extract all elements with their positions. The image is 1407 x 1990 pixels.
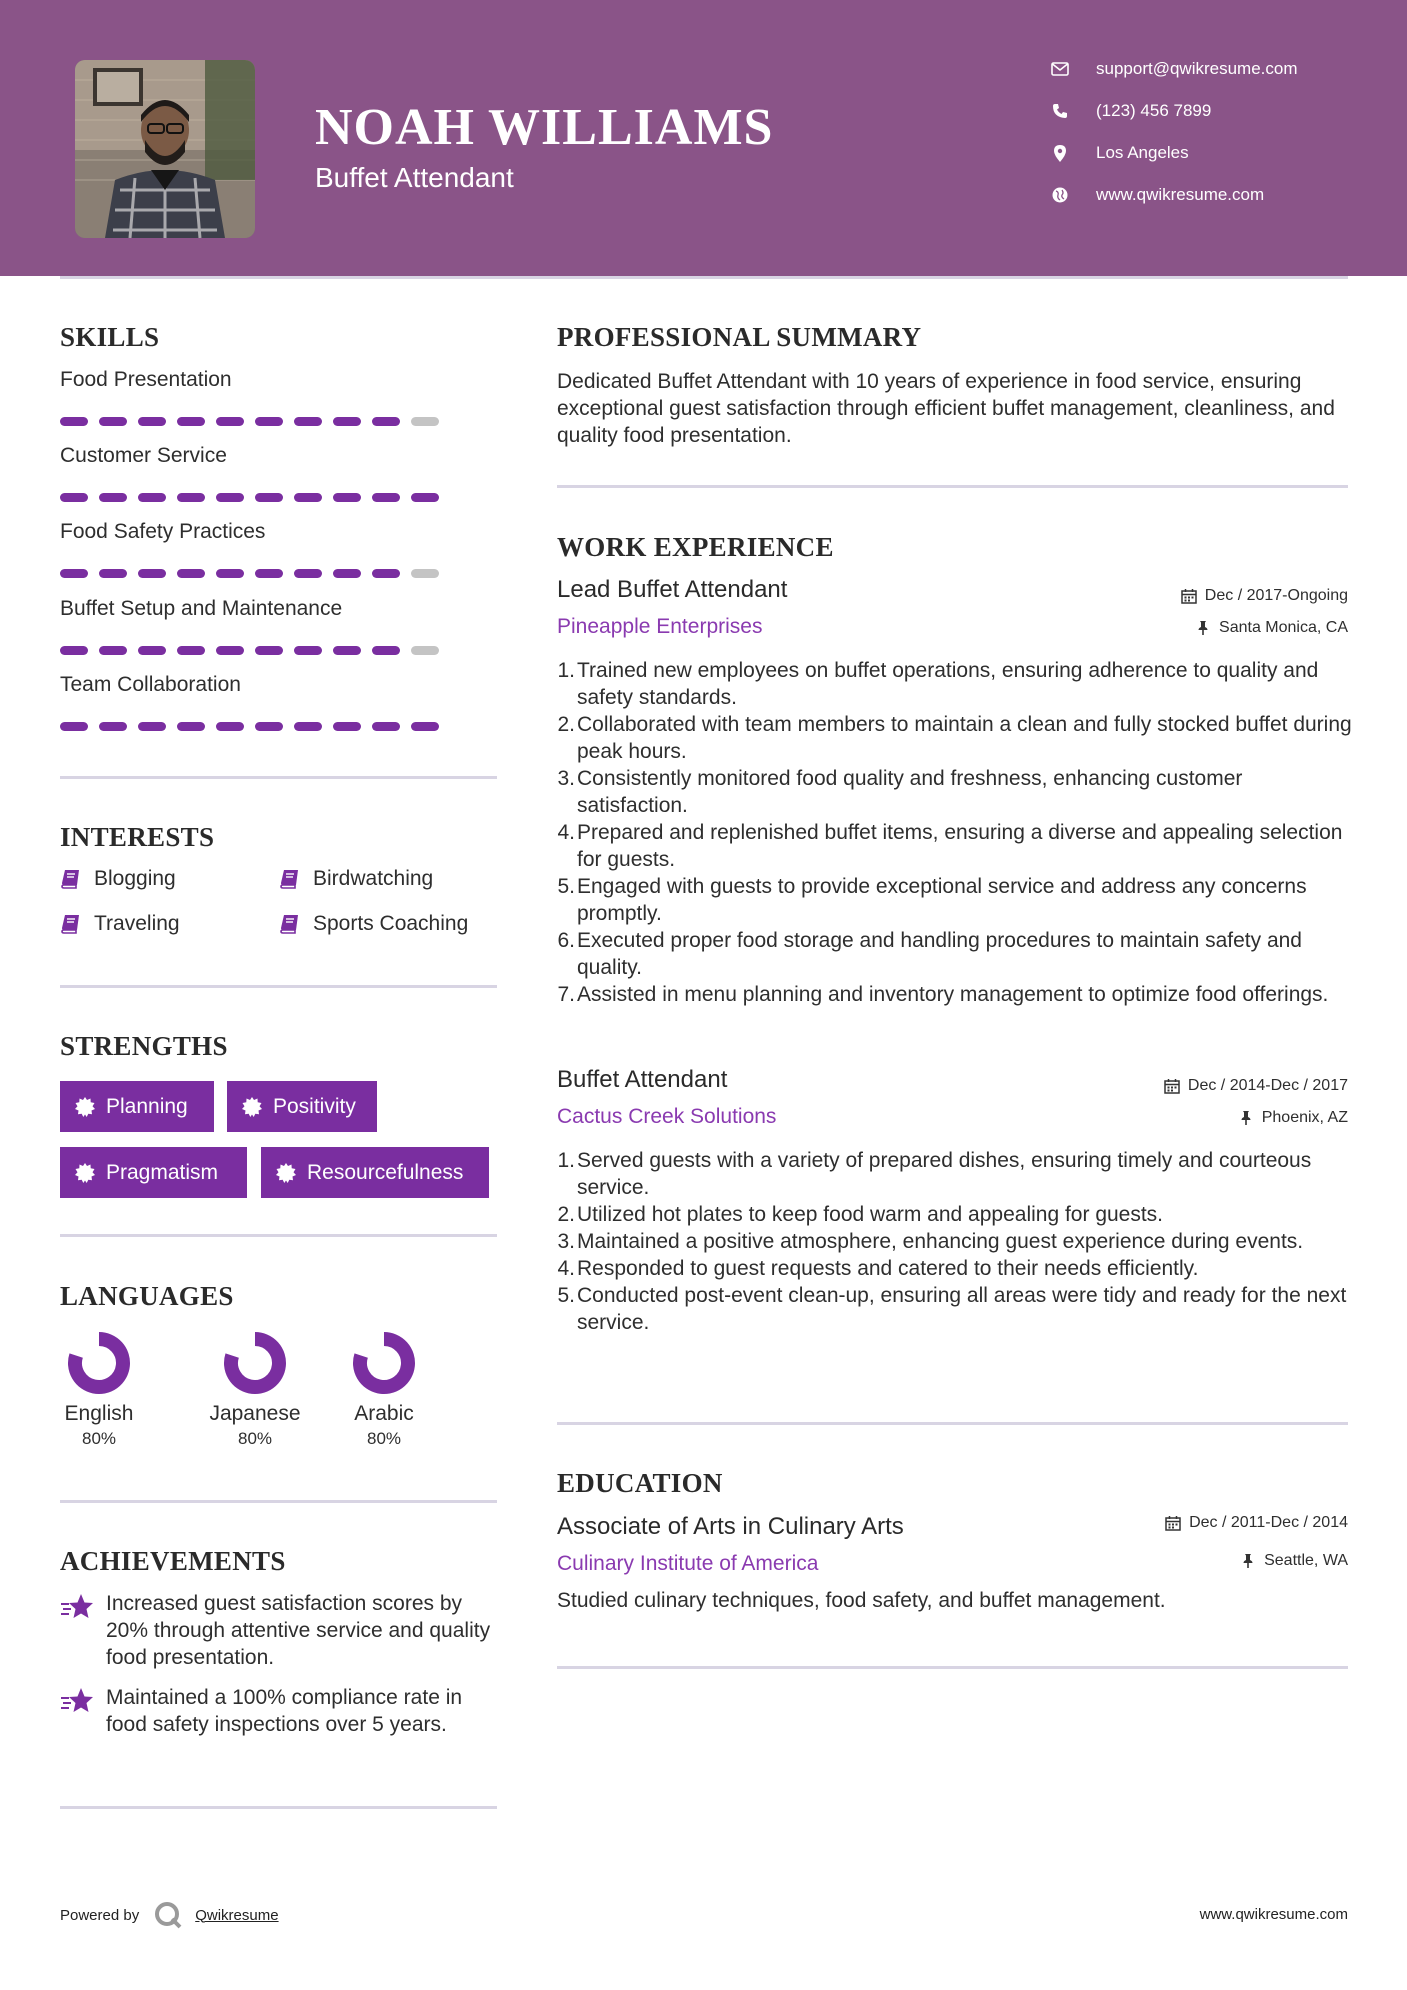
skill-rating (60, 417, 439, 426)
skill-dot (333, 493, 361, 502)
pushpin-icon (1238, 1110, 1254, 1126)
skill-dot (372, 417, 400, 426)
responsibility-text: Prepared and replenished buffet items, ensuring a diverse and appealing selection for guests. (577, 821, 1343, 871)
experience-title: WORK EXPERIENCE (557, 532, 834, 562)
section-divider (557, 1666, 1348, 1669)
star-icon (60, 1592, 94, 1622)
job-dates-text: Dec / 2014-Dec / 2017 (1187, 1077, 1348, 1094)
achievement-item (60, 1590, 500, 1671)
skill-dot (411, 569, 439, 578)
language-progress-ring (351, 1330, 417, 1396)
section-divider (557, 1422, 1348, 1425)
company-name: Pineapple Enterprises (557, 615, 763, 638)
skill-dot (255, 722, 283, 731)
job-title: Buffet Attendant (557, 1066, 728, 1093)
responsibility-item (557, 927, 1357, 981)
item-number: 2. (557, 713, 575, 736)
envelope-icon (1050, 59, 1070, 79)
skill-dot (294, 417, 322, 426)
interest-label: Birdwatching (313, 867, 434, 890)
job-location-text: Santa Monica, CA (1219, 619, 1348, 636)
responsibility-text: Responded to guest requests and catered to their needs efficiently. (577, 1257, 1199, 1280)
badge-icon (241, 1096, 263, 1118)
job-title: Lead Buffet Attendant (557, 576, 788, 603)
skill-dot (216, 417, 244, 426)
education-dates (1165, 1514, 1348, 1532)
contact-location (1050, 140, 1380, 166)
skill-dot (255, 569, 283, 578)
item-number: 1. (557, 1149, 575, 1172)
responsibility-item (557, 1201, 1357, 1228)
section-divider (60, 776, 497, 779)
skill-rating (60, 493, 439, 502)
skill-dot (294, 493, 322, 502)
language-percent: 80% (81, 1429, 117, 1448)
pushpin-icon (1240, 1553, 1256, 1569)
job-dates (1181, 587, 1348, 605)
calendar-icon (1165, 1515, 1181, 1531)
skill-dot (138, 722, 166, 731)
interest-item (279, 867, 433, 891)
languages-title: LANGUAGES (60, 1281, 234, 1311)
qwikresume-logo-icon (153, 1900, 183, 1930)
responsibility-text: Assisted in menu planning and inventory management to optimize food offerings. (577, 983, 1329, 1006)
strength-label: Pragmatism (106, 1160, 219, 1184)
achievement-item (60, 1684, 500, 1738)
responsibility-item (557, 1255, 1357, 1282)
education-location (1240, 1552, 1348, 1570)
language-progress-ring (222, 1330, 288, 1396)
language-percent: 80% (366, 1429, 402, 1448)
strength-chip (60, 1081, 214, 1132)
strength-label: Planning (106, 1094, 188, 1118)
skill-dot (60, 417, 88, 426)
skill-dot (177, 493, 205, 502)
badge-icon (74, 1162, 96, 1184)
skill-rating (60, 646, 439, 655)
skill-dot (372, 722, 400, 731)
map-pin-icon (1050, 143, 1070, 163)
interest-item (279, 912, 468, 936)
skill-dot (333, 646, 361, 655)
skill-dot (333, 569, 361, 578)
section-divider (60, 1500, 497, 1503)
interests-title: INTERESTS (60, 822, 215, 852)
responsibility-text: Trained new employees on buffet operations, ensuring adherence to quality and safety standards. (577, 659, 1319, 709)
interest-label: Blogging (94, 867, 176, 890)
strength-chip (60, 1147, 247, 1198)
skill-name: Team Collaboration (60, 673, 241, 696)
degree-title: Associate of Arts in Culinary Arts (557, 1513, 904, 1540)
qwikresume-link[interactable]: Qwikresume (195, 1906, 279, 1924)
language-name: Japanese (209, 1402, 301, 1425)
achievement-text: Maintained a 100% compliance rate in food safety inspections over 5 years. (106, 1686, 463, 1736)
contact-email-text: support@qwikresume.com (1096, 59, 1298, 78)
badge-icon (74, 1096, 96, 1118)
strengths-title: STRENGTHS (60, 1031, 228, 1061)
calendar-icon (1164, 1078, 1180, 1094)
skill-dot (216, 646, 244, 655)
skill-dot (216, 569, 244, 578)
pushpin-icon (1195, 620, 1211, 636)
interest-label: Traveling (94, 912, 180, 935)
footer-powered-by (60, 1900, 279, 1930)
skill-dot (99, 722, 127, 731)
skill-dot (138, 417, 166, 426)
responsibility-text: Maintained a positive atmosphere, enhancing guest experience during events. (577, 1230, 1304, 1253)
contact-email[interactable] (1050, 56, 1380, 82)
skill-dot (177, 722, 205, 731)
skill-dot (255, 417, 283, 426)
skill-dot (60, 569, 88, 578)
item-number: 1. (557, 659, 575, 682)
language-item (195, 1330, 315, 1449)
school-name: Culinary Institute of America (557, 1552, 819, 1575)
interest-item (60, 912, 180, 936)
section-divider (60, 985, 497, 988)
skill-name: Food Safety Practices (60, 520, 266, 543)
responsibility-item (557, 1282, 1357, 1336)
badge-icon (275, 1162, 297, 1184)
skill-dot (60, 493, 88, 502)
skill-name: Buffet Setup and Maintenance (60, 597, 343, 620)
skill-name: Customer Service (60, 444, 227, 467)
globe-icon (1050, 185, 1070, 205)
skill-dot (411, 417, 439, 426)
skill-dot (372, 569, 400, 578)
contact-location-text: Los Angeles (1096, 143, 1189, 162)
skill-dot (138, 493, 166, 502)
summary-title: PROFESSIONAL SUMMARY (557, 322, 922, 352)
section-divider (557, 485, 1348, 488)
profile-photo (75, 60, 255, 238)
job-location (1238, 1109, 1348, 1127)
book-icon (279, 913, 301, 935)
skill-dot (372, 646, 400, 655)
contact-website[interactable] (1050, 182, 1380, 208)
skill-dot (216, 722, 244, 731)
job-responsibilities (557, 657, 1357, 1008)
item-number: 7. (557, 983, 575, 1006)
skill-dot (411, 646, 439, 655)
candidate-role: Buffet Attendant (315, 162, 514, 193)
item-number: 4. (557, 821, 575, 844)
skill-dot (60, 722, 88, 731)
section-divider (60, 1806, 497, 1809)
skill-rating (60, 722, 439, 731)
strength-chip (261, 1147, 489, 1198)
item-number: 3. (557, 767, 575, 790)
language-progress-arc (75, 1339, 123, 1387)
education-description: Studied culinary techniques, food safety, and buffet management. (557, 1589, 1166, 1612)
book-icon (60, 913, 82, 935)
language-progress-ring (66, 1330, 132, 1396)
job-location-text: Phoenix, AZ (1261, 1109, 1348, 1126)
language-percent: 80% (237, 1429, 273, 1448)
skill-dot (333, 417, 361, 426)
skill-dot (177, 646, 205, 655)
skill-dot (333, 722, 361, 731)
skill-dot (138, 646, 166, 655)
star-icon (60, 1686, 94, 1716)
interest-item (60, 867, 176, 891)
skill-dot (372, 493, 400, 502)
language-name: English (64, 1402, 134, 1425)
skill-dot (216, 493, 244, 502)
achievements-title: ACHIEVEMENTS (60, 1546, 286, 1576)
responsibility-item (557, 1147, 1357, 1201)
section-divider (60, 1234, 497, 1237)
skill-dot (411, 722, 439, 731)
item-number: 5. (557, 875, 575, 898)
skill-dot (138, 569, 166, 578)
achievement-text: Increased guest satisfaction scores by 20% through attentive service and quality food presentation. (106, 1592, 491, 1669)
responsibility-text: Collaborated with team members to maintain a clean and fully stocked buffet during peak hours. (577, 713, 1352, 763)
language-progress-arc (231, 1339, 279, 1387)
responsibility-text: Utilized hot plates to keep food warm and appealing for guests. (577, 1203, 1164, 1226)
powered-by-label: Powered by (60, 1906, 140, 1924)
skill-dot (294, 646, 322, 655)
responsibility-item (557, 711, 1357, 765)
contact-website-text: www.qwikresume.com (1096, 185, 1265, 204)
skill-dot (177, 569, 205, 578)
book-icon (60, 868, 82, 890)
skill-dot (411, 493, 439, 502)
responsibility-item (557, 819, 1357, 873)
responsibility-text: Conducted post-event clean-up, ensuring all areas were tidy and ready for the next service. (577, 1284, 1347, 1334)
job-dates (1164, 1077, 1348, 1095)
item-number: 3. (557, 1230, 575, 1253)
skill-dot (99, 569, 127, 578)
skill-dot (99, 417, 127, 426)
strength-chip (227, 1081, 377, 1132)
strength-label: Positivity (273, 1094, 356, 1118)
contact-phone[interactable] (1050, 98, 1380, 124)
calendar-icon (1181, 588, 1197, 604)
responsibility-item (557, 1228, 1357, 1255)
language-name: Arabic (354, 1402, 414, 1425)
candidate-name: NOAH WILLIAMS (315, 99, 774, 156)
education-dates-text: Dec / 2011-Dec / 2014 (1189, 1514, 1348, 1531)
responsibility-item (557, 657, 1357, 711)
skill-dot (177, 417, 205, 426)
education-location-text: Seattle, WA (1264, 1552, 1348, 1569)
skill-dot (99, 493, 127, 502)
skill-dot (294, 569, 322, 578)
language-progress-arc (360, 1339, 408, 1387)
skill-dot (60, 646, 88, 655)
skill-dot (255, 493, 283, 502)
phone-icon (1050, 101, 1070, 121)
item-number: 6. (557, 929, 575, 952)
job-location (1195, 619, 1348, 637)
education-title: EDUCATION (557, 1468, 723, 1498)
footer-website[interactable]: www.qwikresume.com (1199, 1906, 1348, 1923)
item-number: 5. (557, 1284, 575, 1307)
responsibility-text: Engaged with guests to provide exceptional service and address any concerns promptly. (577, 875, 1307, 925)
header-divider (60, 276, 1348, 279)
language-item (39, 1330, 159, 1449)
item-number: 2. (557, 1203, 575, 1226)
skill-dot (99, 646, 127, 655)
item-number: 4. (557, 1257, 575, 1280)
skill-name: Food Presentation (60, 368, 232, 391)
resume-header (0, 0, 1407, 276)
contact-phone-text: (123) 456 7899 (1096, 101, 1212, 120)
skills-title: SKILLS (60, 322, 160, 352)
company-name: Cactus Creek Solutions (557, 1105, 777, 1128)
skill-rating (60, 569, 439, 578)
job-responsibilities (557, 1147, 1357, 1336)
strength-label: Resourcefulness (307, 1160, 464, 1184)
job-dates-text: Dec / 2017-Ongoing (1204, 587, 1348, 604)
skill-dot (294, 722, 322, 731)
responsibility-text: Consistently monitored food quality and freshness, enhancing customer satisfaction. (577, 767, 1243, 817)
language-item (324, 1330, 444, 1449)
responsibility-text: Served guests with a variety of prepared dishes, ensuring timely and courteous service. (577, 1149, 1312, 1199)
interest-label: Sports Coaching (313, 912, 469, 935)
responsibility-text: Executed proper food storage and handling procedures to maintain safety and quality. (577, 929, 1302, 979)
responsibility-item (557, 873, 1357, 927)
summary-text: Dedicated Buffet Attendant with 10 years of experience in food service, ensuring exceptional guest satisfaction through efficient buffet management, cleanliness, and quality food presentation. (557, 370, 1335, 447)
responsibility-item (557, 765, 1357, 819)
responsibility-item (557, 981, 1357, 1008)
book-icon (279, 868, 301, 890)
skill-dot (255, 646, 283, 655)
